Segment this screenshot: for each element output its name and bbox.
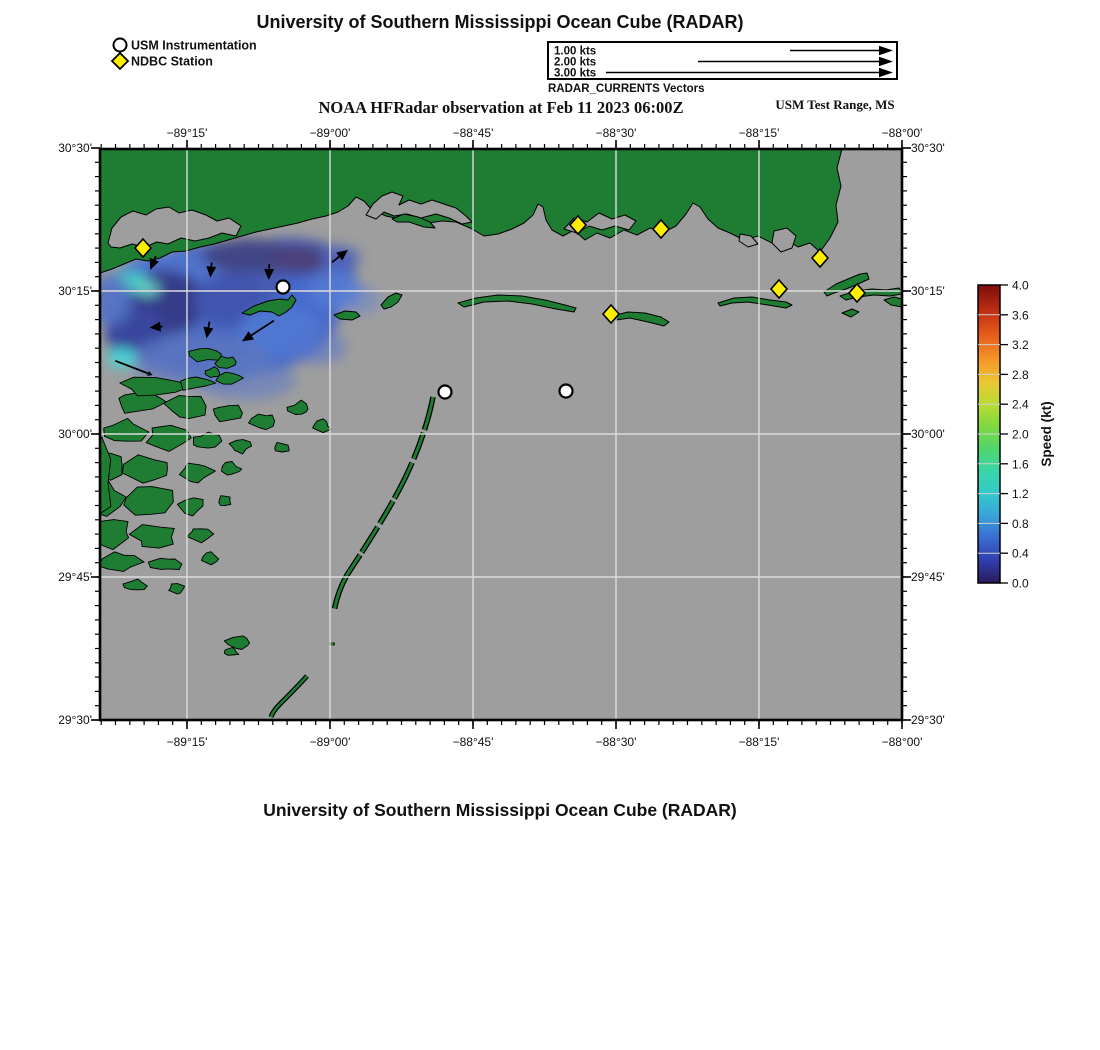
ndbc-station-icon <box>112 53 128 69</box>
scale-row-label: 3.00 kts <box>554 67 597 80</box>
colorbar-tick-label: 3.2 <box>1012 338 1029 353</box>
y-tick-label-right: 29°45' <box>911 570 945 584</box>
colorbar-tick-label: 2.8 <box>1012 367 1029 382</box>
scale-row-label: 2.00 kts <box>554 56 597 69</box>
page-title: University of Southern Mississippi Ocean Cube (RADAR) <box>256 12 744 32</box>
x-tick-label-bottom: −88°15' <box>738 735 780 749</box>
footer-title: University of Southern Mississippi Ocean Cube (RADAR) <box>263 800 737 820</box>
colorbar-tick-label: 0.0 <box>1012 576 1029 591</box>
speed-field-patch <box>88 274 132 326</box>
colorbar-tick-label: 1.6 <box>1012 457 1029 472</box>
usm-instrument-marker <box>560 385 573 398</box>
x-tick-label-top: −89°00' <box>309 126 351 140</box>
x-tick-label-bottom: −89°00' <box>309 735 351 749</box>
y-tick-label-right: 30°30' <box>911 141 945 155</box>
vector-scale-box <box>548 42 897 95</box>
x-tick-label-top: −88°45' <box>452 126 494 140</box>
usm-instrumentation-icon <box>114 39 127 52</box>
colorbar-tick-label: 3.6 <box>1012 308 1029 323</box>
y-tick-label-left: 29°30' <box>58 713 92 727</box>
usm-instrument-marker <box>277 281 290 294</box>
colorbar-tick-label: 2.0 <box>1012 427 1029 442</box>
range-label: USM Test Range, MS <box>775 97 895 112</box>
y-tick-label-left: 30°15' <box>58 284 92 298</box>
y-tick-label-right: 30°00' <box>911 427 945 441</box>
x-tick-label-top: −89°15' <box>166 126 208 140</box>
x-tick-label-bottom: −89°15' <box>166 735 208 749</box>
colorbar-title: Speed (kt) <box>1039 401 1054 467</box>
x-tick-label-top: −88°30' <box>595 126 637 140</box>
subtitle: NOAA HFRadar observation at Feb 11 2023 06:00Z <box>318 98 684 117</box>
legend-label-ndbc: NDBC Station <box>131 54 213 69</box>
colorbar-tick-label: 4.0 <box>1012 278 1029 293</box>
speed-field-patch <box>136 282 160 296</box>
x-tick-label-bottom: −88°45' <box>452 735 494 749</box>
y-tick-label-left: 30°00' <box>58 427 92 441</box>
usm-instrument-marker <box>439 386 452 399</box>
y-tick-label-left: 29°45' <box>58 570 92 584</box>
legend-label-usm: USM Instrumentation <box>131 38 257 53</box>
speed-field-patch <box>320 246 360 270</box>
colorbar <box>978 279 1054 591</box>
legend <box>112 39 257 70</box>
x-tick-label-bottom: −88°30' <box>595 735 637 749</box>
x-tick-label-top: −88°15' <box>738 126 780 140</box>
y-tick-label-left: 30°30' <box>58 141 92 155</box>
y-tick-label-right: 30°15' <box>911 284 945 298</box>
marsh-island <box>219 496 231 506</box>
speed-field-patch <box>107 348 137 368</box>
x-tick-label-top: −88°00' <box>881 126 923 140</box>
current-vector-shaft <box>208 322 209 328</box>
colorbar-tick-label: 2.4 <box>1012 397 1029 412</box>
speed-field-patch <box>290 332 346 364</box>
colorbar-tick-label: 1.2 <box>1012 487 1029 502</box>
y-tick-label-right: 29°30' <box>911 713 945 727</box>
speed-field-patch <box>340 286 380 314</box>
speed-field-patch <box>196 360 296 400</box>
x-tick-label-bottom: −88°00' <box>881 735 923 749</box>
colorbar-tick-label: 0.8 <box>1012 516 1029 531</box>
scale-row-label: 1.00 kts <box>554 45 597 58</box>
colorbar-tick-label: 0.4 <box>1012 546 1029 561</box>
vector-scale-caption: RADAR_CURRENTS Vectors <box>548 83 705 95</box>
